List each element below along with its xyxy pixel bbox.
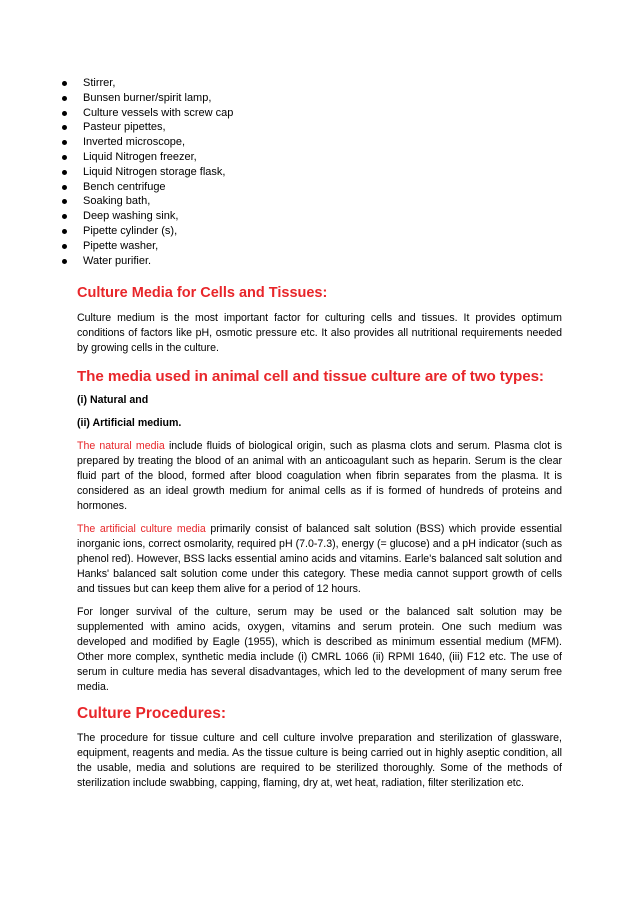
list-item: Pasteur pipettes,: [62, 120, 233, 135]
bullet-icon: [62, 259, 67, 264]
natural-media-lead: The natural media: [77, 440, 165, 452]
survival-paragraph: For longer survival of the culture, serum may be used or the balanced salt solution may be supplemented with amino acids, oxygen, vitamins and serum protein. One such medium was developed and modified by Eagle (1955), which is described as minimum essential medium (MFM). Other more complex, synthetic media include (i) CMRL 1066 (ii) RPMI 1640, (iii) F12 etc. The use of serum in culture media has several disadvantages, which led to the development of many serum free media.: [77, 606, 562, 693]
artificial-media-paragraph: [77, 522, 562, 597]
procedures-heading: Culture Procedures:: [77, 705, 227, 722]
natural-media-paragraph: [77, 439, 562, 514]
artificial-type-label: (ii) Artificial medium.: [77, 417, 182, 429]
list-item: Bunsen burner/spirit lamp,: [62, 91, 233, 106]
list-item: Pipette cylinder (s),: [62, 224, 233, 239]
list-item: Liquid Nitrogen freezer,: [62, 150, 233, 165]
bullet-icon: [62, 214, 67, 219]
list-item: Culture vessels with screw cap: [62, 106, 233, 121]
bullet-icon: [62, 111, 67, 116]
list-item: Soaking bath,: [62, 194, 233, 209]
artificial-media-text: primarily consist of balanced salt solution (BSS) which provide essential inorganic ions, correct osmolarity, required pH (7.0-7.3), energy (= glucose) and a pH indicator (such as phenol red). However, BSS lacks essential amino acids and vitamins. Earle's balanced salt solution and Hanks' balanced salt solution come under this category. These media cannot support growth of cells and tissues but can keep them alive for a period of 12 hours.: [77, 523, 562, 595]
culture-media-heading: Culture Media for Cells and Tissues:: [77, 285, 328, 301]
procedures-paragraph: The procedure for tissue culture and cell culture involve preparation and sterilization of glassware, equipment, reagents and media. As the tissue culture is being carried out in highly aseptic condition, all the usable, media and solutions are required to be sterilized thoroughly. Some of the methods of sterilization include swabbing, capping, flaming, dry at, wet heat, radiation, filter sterilization etc.: [77, 732, 562, 789]
bullet-icon: [62, 96, 67, 101]
equipment-list: [62, 76, 233, 268]
natural-media-text: include fluids of biological origin, such as plasma clots and serum. Plasma clot is prepared by treating the blood of an animal with an anticoagulant such as heparin. Serum is the clear fluid part of the blood, formed after blood coagulation when fibrin separates from the plasma. It is considered as an ideal growth medium for animal cells as if is formed of hundreds of proteins and hormones.: [77, 440, 562, 512]
document-body: [77, 284, 562, 791]
list-item: Pipette washer,: [62, 239, 233, 254]
list-item: Water purifier.: [62, 254, 233, 269]
natural-type-label: (i) Natural and: [77, 394, 149, 406]
list-item: Liquid Nitrogen storage flask,: [62, 165, 233, 180]
bullet-icon: [62, 244, 67, 249]
bullet-icon: [62, 229, 67, 234]
list-item: Stirrer,: [62, 76, 233, 91]
bullet-icon: [62, 125, 67, 130]
bullet-icon: [62, 170, 67, 175]
culture-media-paragraph: Culture medium is the most important factor for culturing cells and tissues. It provides optimum conditions of factors like pH, osmotic pressure etc. It also provides all nutritional requirements needed by growing cells in the culture.: [77, 312, 562, 354]
bullet-icon: [62, 155, 67, 160]
list-item: Deep washing sink,: [62, 209, 233, 224]
media-types-heading: The media used in animal cell and tissue culture are of two types:: [77, 368, 544, 385]
artificial-media-lead: The artificial culture media: [77, 523, 206, 535]
bullet-icon: [62, 81, 67, 86]
list-item: Inverted microscope,: [62, 135, 233, 150]
bullet-icon: [62, 185, 67, 190]
bullet-icon: [62, 199, 67, 204]
list-item: Bench centrifuge: [62, 180, 233, 195]
bullet-icon: [62, 140, 67, 145]
